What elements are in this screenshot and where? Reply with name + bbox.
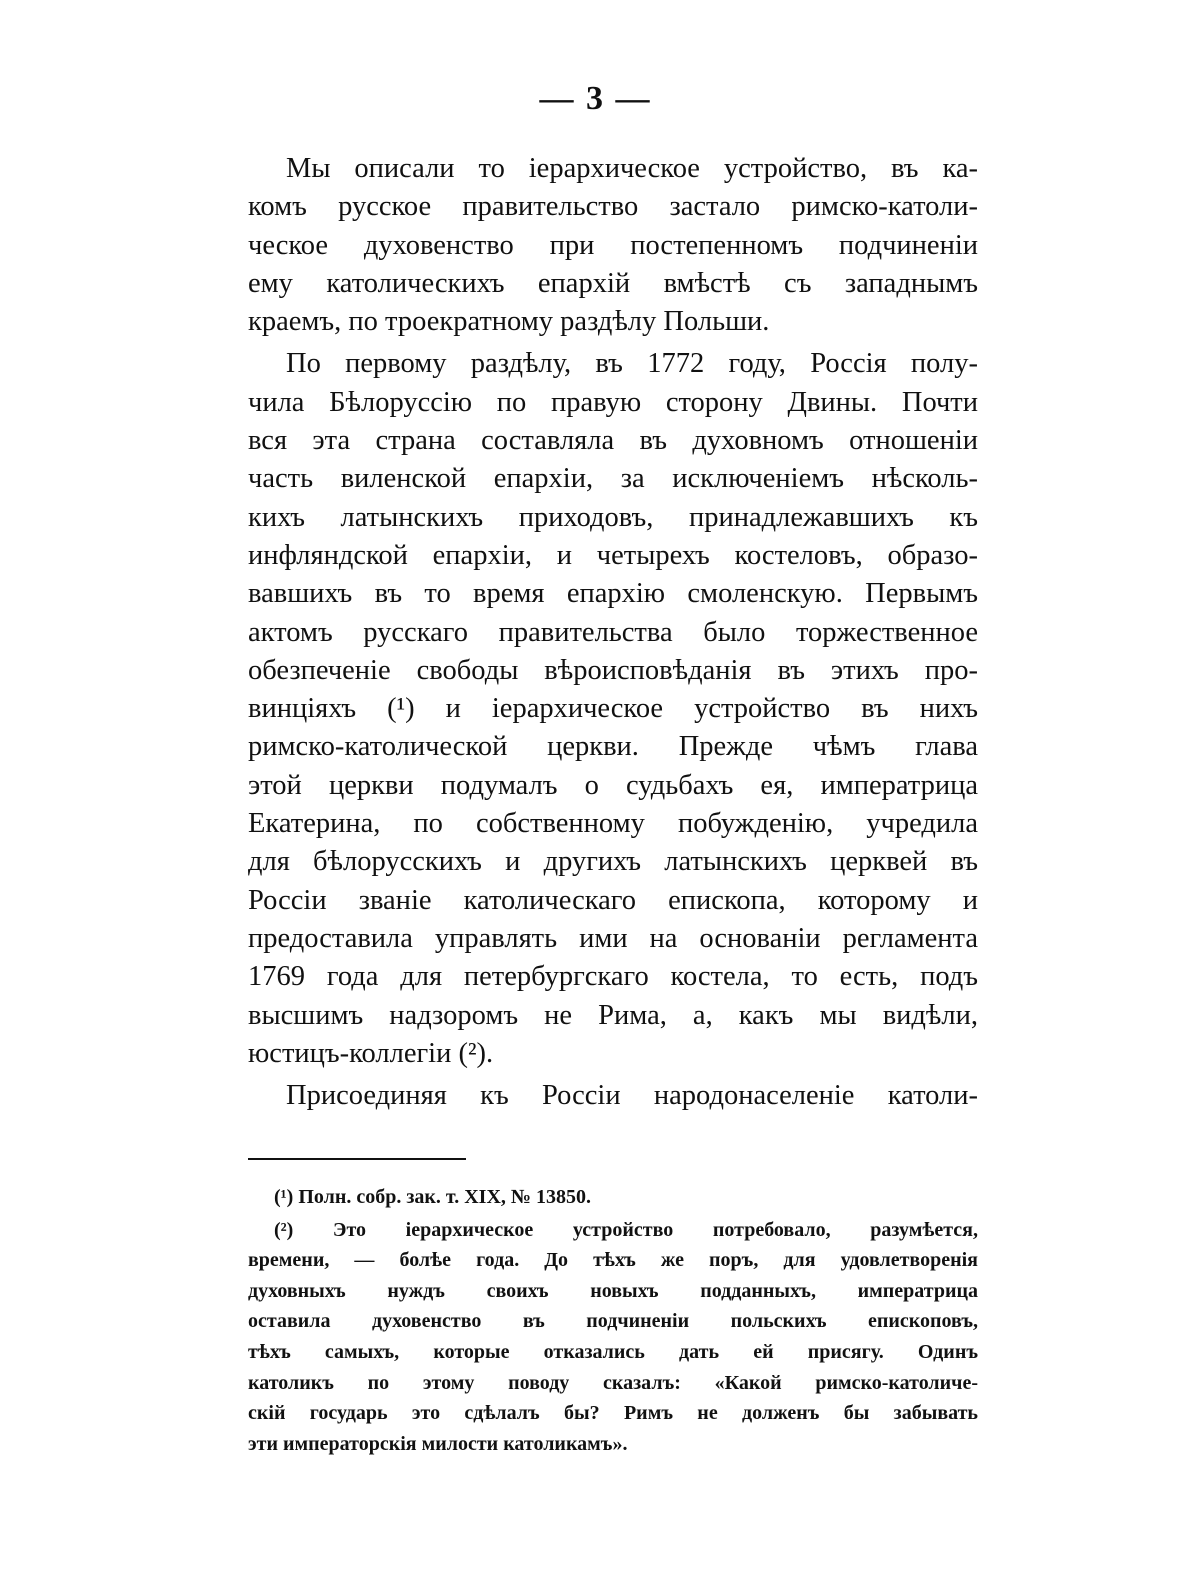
text-line: вавшихъ въ то время епархiю смоленскую. Первымъ xyxy=(248,578,978,610)
text-line: инфляндской епархiи, и четырехъ костеловъ, образо- xyxy=(248,539,978,571)
text-line: вся эта страна составляла въ духовномъ отношенiи xyxy=(248,425,978,457)
text-line: часть виленской епархiи, за исключенiемъ нѣсколь- xyxy=(248,463,978,495)
text-line: высшимъ надзоромъ не Рима, а, какъ мы видѣли, xyxy=(248,999,978,1031)
footnote-line: католикъ по этому поводу сказалъ: «Какой римско-католиче- xyxy=(248,1371,978,1394)
text-line: для бѣлорусскихъ и другихъ латынскихъ церквей въ xyxy=(248,846,978,878)
footnote-line: (²) Это iерархическое устройство потребовало, разумѣется, xyxy=(274,1218,978,1241)
paragraph xyxy=(248,345,978,1073)
text-line: чила Бѣлоруссiю по правую сторону Двины. Почти xyxy=(248,386,978,418)
footnote-line: оставила духовенство въ подчиненiи польскихъ епископовъ, xyxy=(248,1310,978,1333)
text-line: римско-католической церкви. Прежде чѣмъ глава xyxy=(248,731,978,763)
text-line: обезпеченiе свободы вѣроисповѣданiя въ этихъ про- xyxy=(248,654,978,686)
text-line: ческое духовенство при постепенномъ подчиненiи xyxy=(248,229,978,261)
footnotes xyxy=(248,1182,978,1461)
text-line: Присоединяя къ Россiи народонаселенiе католи- xyxy=(286,1080,978,1112)
page-number: — 3 — xyxy=(539,80,652,117)
footnote-line: (¹) Полн. собр. зак. т. XIX, № 13850. xyxy=(274,1186,592,1208)
text-line: комъ русское правительство застало римско-католи- xyxy=(248,191,978,223)
footnote-line: духовныхъ нуждъ своихъ новыхъ подданныхъ, императрица xyxy=(248,1279,978,1302)
footnote-line: скiй государь это сдѣлалъ бы? Римъ не долженъ бы забывать xyxy=(248,1402,978,1425)
footnote-line: времени, — болѣе года. До тѣхъ же поръ, для удовлетворенiя xyxy=(248,1249,978,1272)
text-line: юстицъ-коллегiи (²). xyxy=(248,1037,494,1069)
text-line: кихъ латынскихъ приходовъ, принадлежавшихъ къ xyxy=(248,501,978,533)
text-line: краемъ, по троекратному раздѣлу Польши. xyxy=(248,306,770,338)
paragraph xyxy=(248,150,978,341)
text-line: Екатерина, по собственному побужденiю, учредила xyxy=(248,808,978,840)
text-line: винцiяхъ (¹) и iерархическое устройство въ нихъ xyxy=(248,693,978,725)
text-line: Мы описали то iерархическое устройство, въ ка- xyxy=(286,153,978,184)
text-line: Россiи званiе католическаго епископа, которому и xyxy=(248,884,978,916)
text-line: этой церкви подумалъ о судьбахъ ея, императрица xyxy=(248,769,978,801)
footnote-2 xyxy=(248,1215,978,1460)
footnote-divider xyxy=(248,1158,466,1160)
footnote-line: тѣхъ самыхъ, которые отказались дать ей присягу. Одинъ xyxy=(248,1340,978,1363)
paragraph xyxy=(248,1077,978,1115)
text-line: По первому раздѣлу, въ 1772 году, Россiя полу- xyxy=(286,348,978,380)
main-text xyxy=(248,150,978,1119)
footnote-line: эти императорскiя милости католикамъ». xyxy=(248,1432,628,1455)
text-line: актомъ русскаго правительства было торжественное xyxy=(248,616,978,648)
footnote-1 xyxy=(248,1182,978,1213)
text-line: предоставила управлять ими на основанiи регламента xyxy=(248,922,978,954)
text-line: 1769 года для петербургскаго костела, то есть, подъ xyxy=(248,961,978,993)
text-line: ему католическихъ епархiй вмѣстѣ съ западнымъ xyxy=(248,267,978,299)
